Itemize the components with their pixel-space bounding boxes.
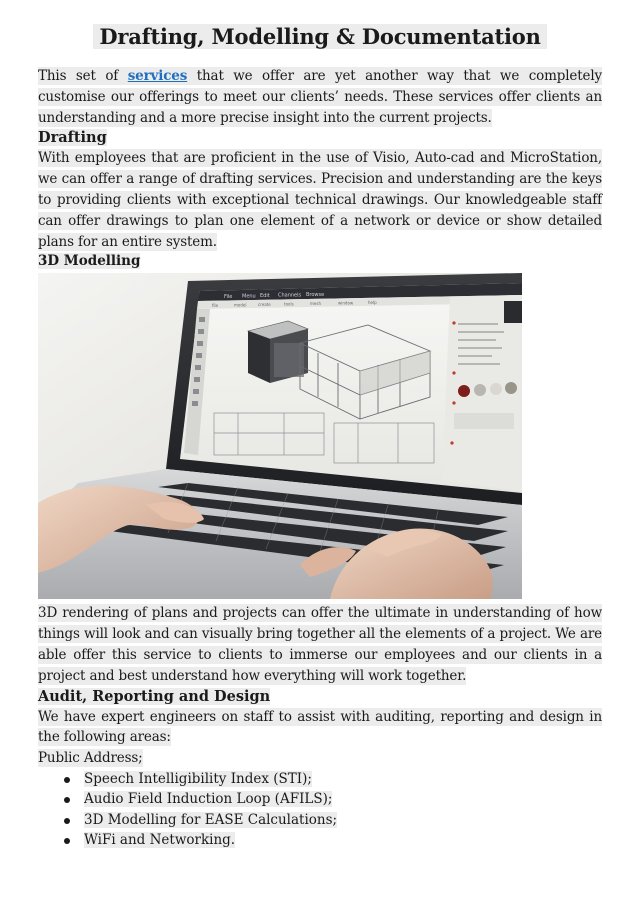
public-address-label: Public Address; [38,750,143,767]
document-page [38,20,602,851]
audit-list [38,769,602,851]
audit-heading: Audit, Reporting and Design [38,687,271,705]
audit-paragraph: We have expert engineers on staff to assist with auditing, reporting and design in the following areas: [38,708,602,746]
svg-text:help: help [368,300,377,306]
svg-text:model: model [234,302,247,308]
svg-text:create: create [258,302,271,308]
modelling-paragraph: 3D rendering of plans and projects can offer the ultimate in understanding of how things will look and can visually bring together all the elements of a project. We are able offer this service to clients to immerse our employees and our clients in a project and best understand how everything will work together. [38,605,602,684]
services-link[interactable]: services [127,68,188,84]
list-item: WiFi and Networking. [64,830,602,851]
svg-text:Menu: Menu [242,293,256,300]
svg-text:tools: tools [284,301,294,307]
svg-text:file: file [212,303,219,309]
drafting-heading: Drafting [38,129,107,147]
svg-text:Channels: Channels [278,292,302,299]
modelling-heading: 3D Modelling [38,253,141,270]
list-item: 3D Modelling for EASE Calculations; [64,810,602,831]
drafting-paragraph: With employees that are proficient in the use of Visio, Auto-cad and MicroStation, we can offer a range of drafting services. Precision and understanding are the keys to providing clients with exceptional technical drawings. Our knowledgeable staff can offer drawings to plan one element of a network or device or show detailed plans for an entire system. [38,150,602,250]
page-title: Drafting, Modelling & Documentation [38,20,602,54]
svg-text:mesh: mesh [310,301,321,307]
list-item: Audio Field Induction Loop (AFILS); [64,789,602,810]
list-item: Speech Intelligibility Index (STI); [64,769,602,790]
laptop-3d-modelling-image [38,273,522,599]
svg-text:File: File [224,294,233,301]
svg-text:Edit: Edit [260,293,270,300]
intro-paragraph: This set of services that we offer are yet another way that we completely customise our offerings to meet our clients’ needs. These services offer clients an understanding and a more precise insight into the current projects. [38,68,602,126]
svg-text:Browse: Browse [306,292,325,299]
svg-text:window: window [338,300,354,306]
